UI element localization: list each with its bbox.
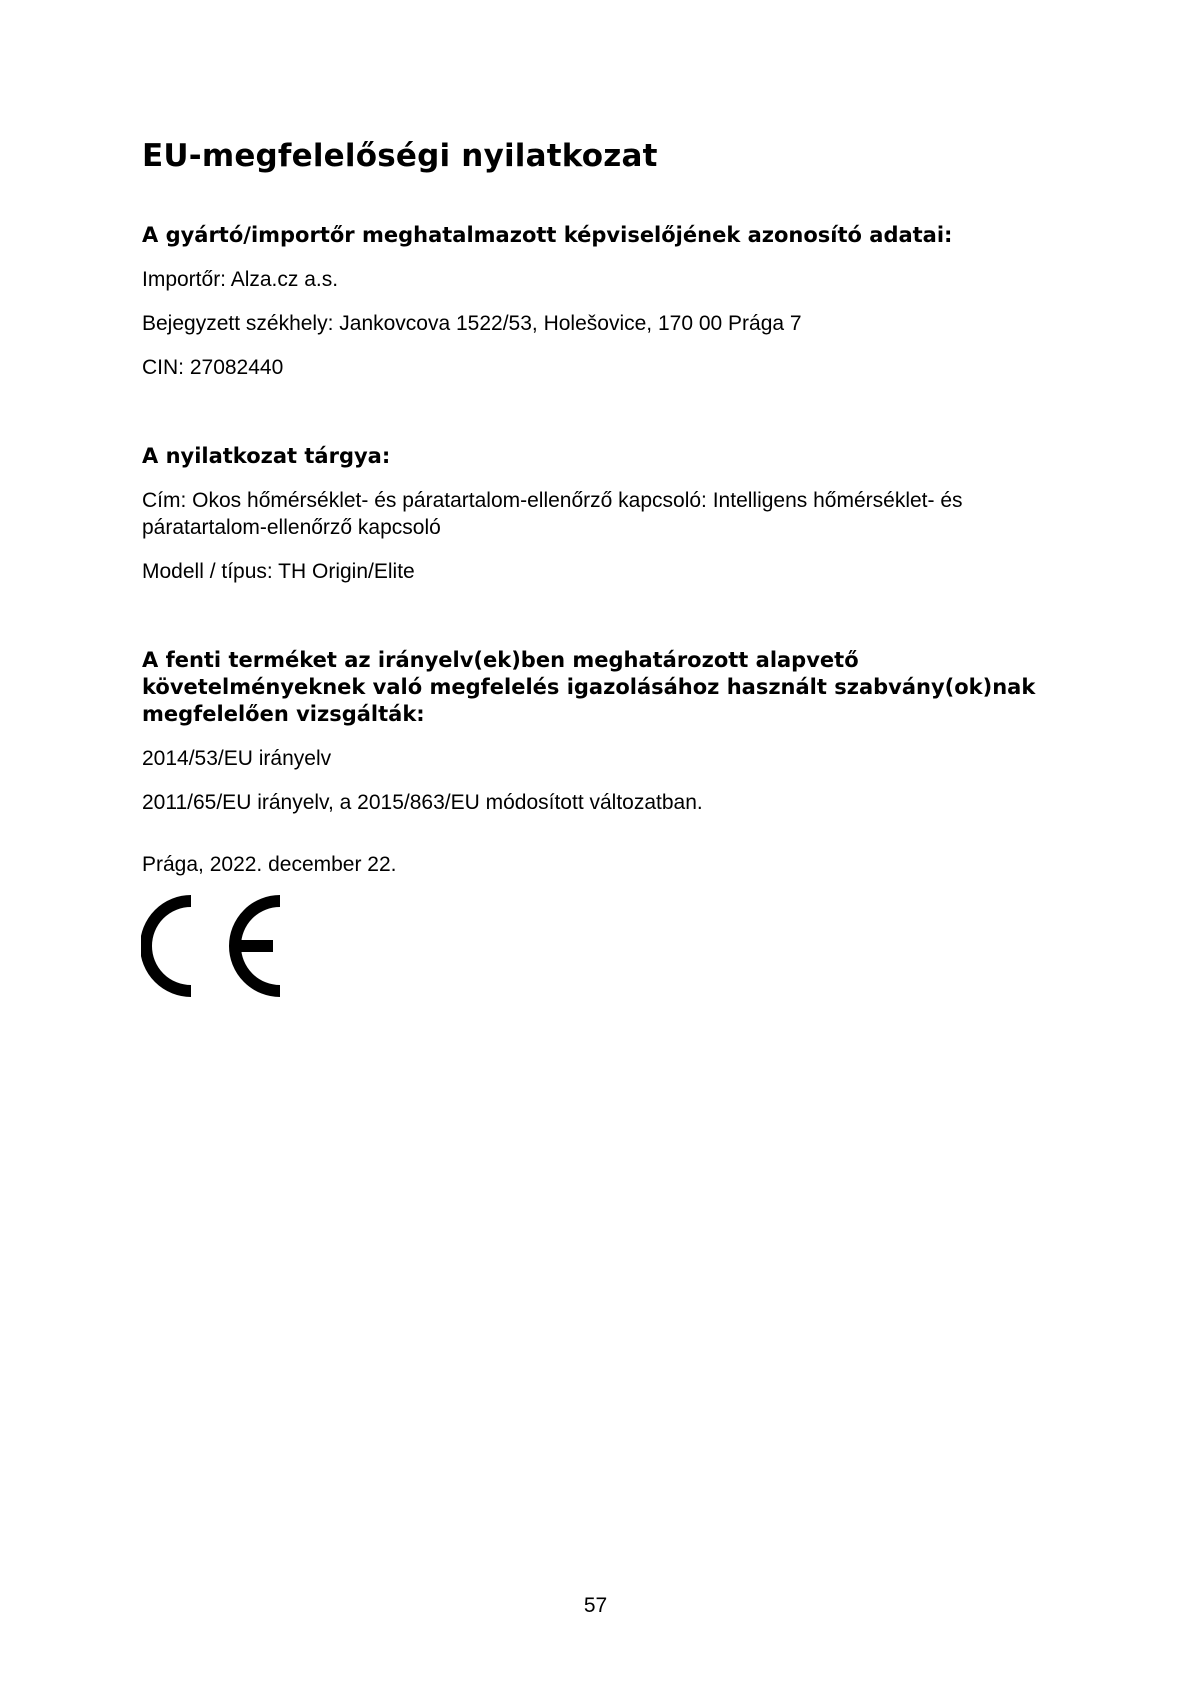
importer-line: Importőr: Alza.cz a.s. (142, 268, 339, 291)
cin-line: CIN: 27082440 (142, 356, 284, 379)
page-number: 57 (583, 1594, 608, 1617)
manufacturer-heading: A gyártó/importőr meghatalmazott képviselőjének azonosító adatai: (142, 223, 953, 247)
page-title: EU-megfelelőségi nyilatkozat (142, 138, 658, 174)
model-line: Modell / típus: TH Origin/Elite (142, 560, 415, 583)
place-date: Prága, 2022. december 22. (142, 853, 397, 876)
directive-line-2: 2011/65/EU irányelv, a 2015/863/EU módosított változatban. (142, 791, 703, 814)
registered-office-line: Bejegyzett székhely: Jankovcova 1522/53, Holešovice, 170 00 Prága 7 (142, 312, 802, 335)
ce-mark-icon (141, 895, 281, 997)
standards-section (142, 647, 1062, 816)
subject-heading: A nyilatkozat tárgya: (142, 444, 391, 468)
subject-section (142, 443, 1062, 585)
manufacturer-section (142, 222, 1062, 381)
directive-line-1: 2014/53/EU irányelv (142, 747, 332, 770)
subject-title-line: Cím: Okos hőmérséklet- és páratartalom-ellenőrző kapcsoló: Intelligens hőmérséklet- és páratartalom-ellenőrző kapcsoló (142, 489, 963, 539)
standards-heading: A fenti terméket az irányelv(ek)ben meghatározott alapvető követelményeknek való megfelelés igazolásához használt szabvány(ok)nak megfelelően vizsgálták: (142, 648, 1036, 726)
place-date-section (142, 851, 1062, 878)
